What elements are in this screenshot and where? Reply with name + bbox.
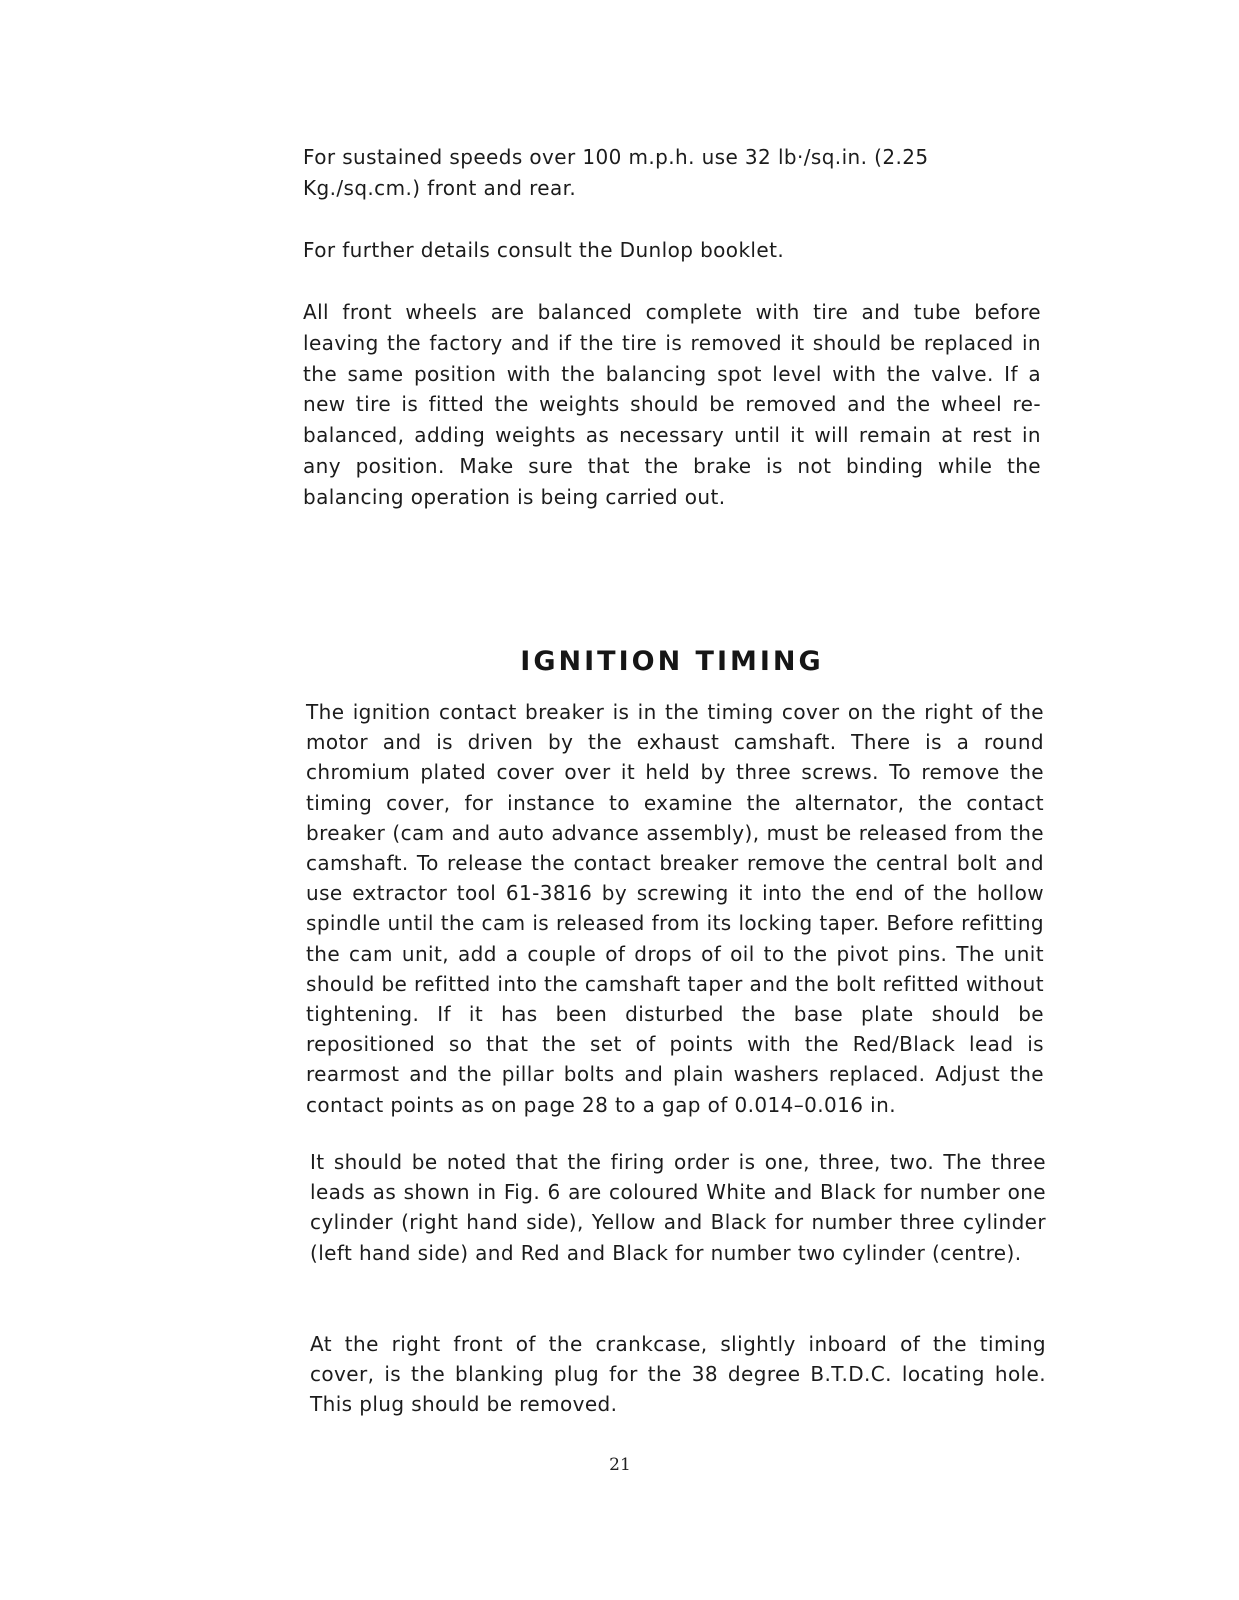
dunlop-booklet-paragraph: For further details consult the Dunlop booklet. xyxy=(303,238,785,262)
firing-order-paragraph: It should be noted that the firing order is one, three, two. The three leads as shown in Fig. 6 are coloured White and Black for number one cylinder (right hand side), Yellow and Black for number three cylinder (left hand side) and Red and Black for number two cylinder (centre). xyxy=(310,1150,1046,1265)
contact-breaker-paragraph: The ignition contact breaker is in the timing cover on the right of the motor and is driven by the exhaust camshaft. There is a round chromium plated cover over it held by three screws. To remove the timing cover, for instance to examine the alternator, the contact breaker (cam and auto advance assembly), must be released from the camshaft. To release the contact breaker remove the central bolt and use extractor tool 61-3816 by screwing it into the end of the hollow spindle until the cam is released from its locking taper. Before refitting the cam unit, add a couple of drops of oil to the pivot pins. The unit should be refitted into the camshaft taper and the bolt refitted without tightening. If it has been disturbed the base plate should be repositioned so that the set of points with the Red/Black lead is rearmost and the pillar bolts and plain washers replaced. Adjust the contact points as on page 28 to a gap of 0.014–0.016 in. xyxy=(306,700,1044,1117)
wheel-balancing-paragraph: All front wheels are balanced complete with tire and tube before leaving the factory and if the tire is removed it should be replaced in the same position with the balancing spot level with the valve. If a new tire is fitted the weights should be removed and the wheel re-balanced, adding weights as necessary until it will remain at rest in any position. Make sure that the brake is not binding while the balancing operation is being carried out. xyxy=(303,300,1041,509)
page-number: 21 xyxy=(609,1455,631,1475)
tire-pressure-paragraph: For sustained speeds over 100 m.p.h. use 32 lb·/sq.in. (2.25 Kg./sq.cm.) front and rear. xyxy=(303,145,929,200)
section-heading: IGNITION TIMING xyxy=(520,646,824,677)
blanking-plug-paragraph: At the right front of the crankcase, slightly inboard of the timing cover, is the blanking plug for the 38 degree B.T.D.C. locating hole. This plug should be removed. xyxy=(310,1332,1046,1417)
